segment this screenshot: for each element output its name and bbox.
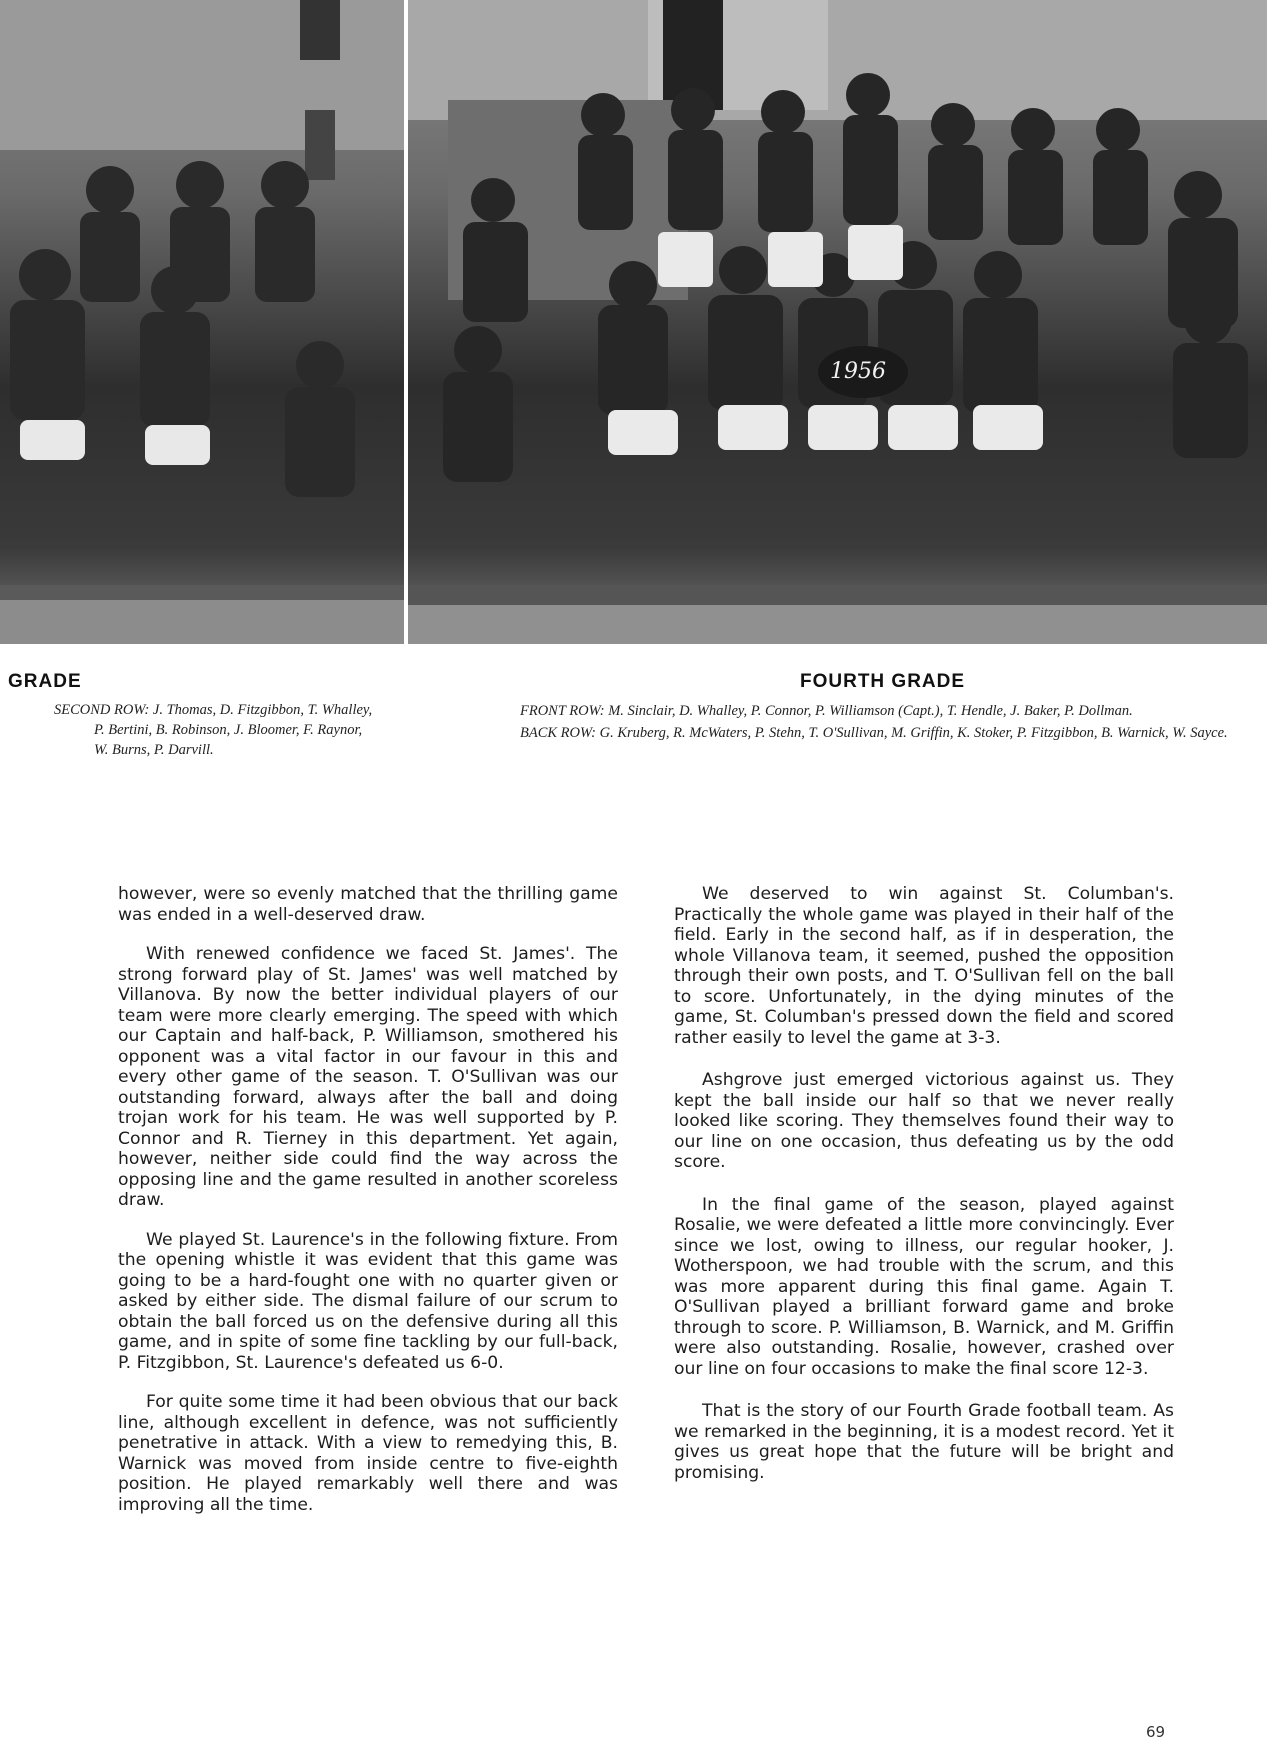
article-paragraph: We played St. Laurence's in the following fixture. From the opening whistle it was evident that this game was going to be a hard-fought one with no quarter given or asked by either side. The dismal failure of our scrum to obtain the ball forced us on the defensive during all this game, and in spite of some fine tackling by our full-back, P. Fitzgibbon, St. Laurence's defeated us 6-0.: [118, 1229, 618, 1373]
right-caption: [520, 701, 1255, 745]
article-paragraph: We deserved to win against St. Columban's. Practically the whole game was played in their half of the field. Early in the second half, as if in desperation, the whole Villanova team, it seemed, pushed the opposition through their own posts, and T. O'Sullivan fell on the ball to score. Unfortunately, in the dying minutes of the game, St. Columban's pressed down the field and scored rather easily to level the game at 3-3.: [674, 884, 1174, 1048]
right-caption-title: FOURTH GRADE: [800, 671, 966, 692]
right-caption-front-row: FRONT ROW: M. Sinclair, D. Whalley, P. Connor, P. Williamson (Capt.), T. Hendle, J. Baker, P. Dollman.: [520, 703, 1133, 719]
page-number: 69: [1146, 1723, 1166, 1741]
article-paragraph: however, were so evenly matched that the thrilling game was ended in a well-deserved draw.: [118, 884, 618, 925]
team-photo-left: [0, 0, 404, 644]
article-paragraph: That is the story of our Fourth Grade football team. As we remarked in the beginning, it is a modest record. Yet it gives us great hope that the future will be bright and promising.: [674, 1401, 1174, 1483]
left-caption: [14, 700, 374, 762]
left-caption-title: GRADE: [8, 671, 82, 692]
team-photo-left-illustration: [0, 0, 404, 644]
article-paragraph: In the final game of the season, played against Rosalie, we were defeated a little more convincingly. Ever since we lost, owing to illness, our regular hooker, J. Wotherspoon, we had trouble with the scrum, and this was more apparent during this final game. Again T. O'Sullivan played a brilliant forward game and broke through to score. P. Williamson, B. Warnick, and M. Griffin were also outstanding. Rosalie, however, crashed over our line on four occasions to make the final score 12-3.: [674, 1194, 1174, 1379]
article-paragraph: Ashgrove just emerged victorious against us. They kept the ball inside our half so that we never really looked like scoring. They themselves found their way to our line on one occasion, thus defeating us by the odd score.: [674, 1070, 1174, 1172]
football-year-label: 1956: [830, 359, 886, 384]
left-caption-row: SECOND ROW: J. Thomas, D. Fitzgibbon, T. Whalley, P. Bertini, B. Robinson, J. Bloomer, F. Raynor, W. Burns, P. Darvill.: [54, 702, 373, 758]
right-caption-back-row: BACK ROW: G. Kruberg, R. McWaters, P. Stehn, T. O'Sullivan, M. Griffin, K. Stoker, P. Fitzgibbon, B. Warnick, W. Sayce.: [520, 725, 1228, 741]
article-right-column: [674, 884, 1174, 1502]
article-left-column: [118, 884, 618, 1534]
article-paragraph: With renewed confidence we faced St. James'. The strong forward play of St. James' was well matched by Villanova. By now the better individual players of our team were more clearly emerging. The speed with which our Captain and half-back, P. Williamson, smothered his opponent was a vital factor in our favour in this and every other game of the season. T. O'Sullivan was our outstanding forward, always after the ball and doing trojan work for his team. He was well supported by P. Connor and R. Tierney in this department. Yet again, however, neither side could find the way across the opposing line and the game resulted in another scoreless draw.: [118, 944, 618, 1210]
article-paragraph: For quite some time it had been obvious that our back line, although excellent in defence, was not sufficiently penetrative in attack. With a view to remedying this, B. Warnick was moved from inside centre to five-eighth position. He played remarkably well there and was improving all the time.: [118, 1392, 618, 1515]
team-photo-right: [408, 0, 1267, 644]
team-photo-right-illustration: [408, 0, 1267, 644]
